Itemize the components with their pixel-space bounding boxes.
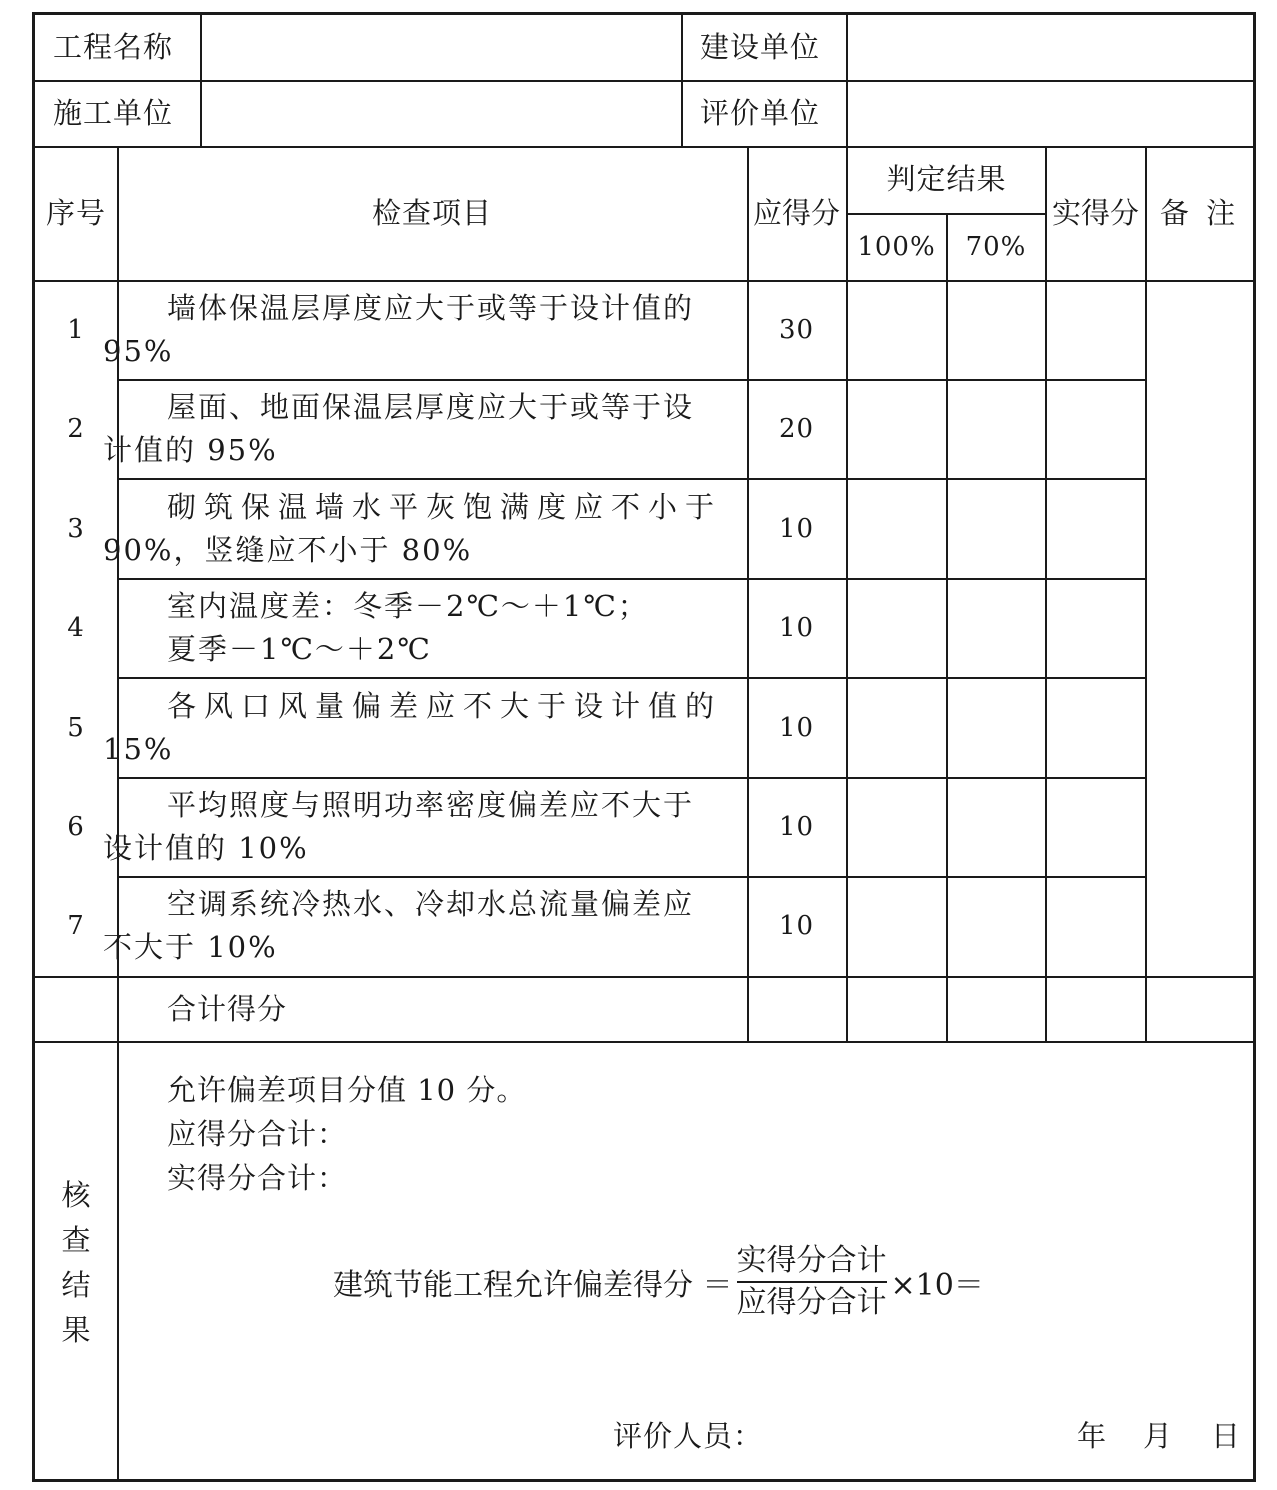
row-seq: 1 [67, 315, 85, 345]
row-score: 10 [778, 514, 815, 544]
formula-fraction [737, 1241, 887, 1323]
result-label: 核 查 结 果 [61, 1178, 91, 1347]
evaluator-person-label: 评价人员： [613, 1419, 764, 1453]
score-formula [333, 1241, 984, 1323]
row-score: 10 [778, 713, 815, 743]
formula-denominator: 应得分合计 [736, 1285, 887, 1320]
formula-numerator: 实得分合计 [737, 1241, 887, 1283]
formula-suffix: ×10＝ [890, 1268, 984, 1303]
row-score: 10 [778, 911, 815, 941]
rule-r1 [117, 379, 1145, 381]
row-seq: 4 [67, 613, 85, 643]
row-score: 10 [778, 812, 815, 842]
col-actual: 实得分 [1051, 196, 1139, 230]
result-line-3: 实得分合计： [167, 1161, 348, 1195]
col-item: 检查项目 [371, 196, 492, 230]
row-score: 20 [778, 414, 815, 444]
row-seq: 2 [67, 414, 85, 444]
rule-h3 [35, 280, 1253, 282]
rule-r2 [117, 478, 1145, 480]
rule-v-header2 [681, 15, 683, 147]
rule-v-header1 [200, 15, 202, 147]
rule-total [35, 1041, 1253, 1043]
date-year: 年 [1077, 1419, 1108, 1453]
total-label: 合计得分 [167, 992, 288, 1026]
row-seq: 5 [67, 713, 85, 743]
row-item-text: 屋面、地面保温层厚度应大于或等于设 计值的 95% [103, 390, 695, 467]
row-item-text: 空调系统冷热水、冷却水总流量偏差应 不大于 10% [103, 887, 695, 964]
rule-v-p70 [1045, 146, 1047, 1042]
project-name-label: 工程名称 [53, 30, 174, 64]
rule-r3 [117, 578, 1145, 580]
row-item-text: 墙体保温层厚度应大于或等于设计值的 95% [103, 291, 695, 368]
col-judgement: 判定结果 [886, 162, 1007, 196]
rule-h1 [35, 80, 1253, 82]
date-month: 月 [1143, 1419, 1174, 1453]
row-item-text: 砌筑保温墙水平灰饱满度应不小于 90%，竖缝应不小于 80% [103, 490, 723, 567]
row-seq: 3 [67, 514, 85, 544]
row-seq: 6 [67, 812, 85, 842]
rule-h2 [35, 146, 1253, 148]
formula-prefix: 建筑节能工程允许偏差得分 ＝ [333, 1268, 733, 1303]
rule-r7 [35, 976, 1253, 978]
builder-label: 建设单位 [700, 30, 821, 64]
contractor-label: 施工单位 [53, 96, 174, 130]
row-score: 10 [778, 613, 815, 643]
row-seq: 7 [67, 911, 85, 941]
evaluation-form [32, 12, 1256, 1482]
row-score: 30 [778, 315, 815, 345]
col-70-percent: 70% [965, 232, 1027, 262]
rule-r5 [117, 777, 1145, 779]
col-due: 应得分 [752, 196, 840, 230]
row-item-text: 平均照度与照明功率密度偏差应不大于 设计值的 10% [103, 788, 695, 865]
row-item-text: 室内温度差：冬季－2℃～＋1℃； 夏季－1℃～＋2℃ [167, 589, 649, 666]
col-seq: 序号 [45, 196, 106, 230]
result-line-1: 允许偏差项目分值 10 分。 [167, 1073, 527, 1107]
rule-v-actual [1145, 146, 1147, 1042]
row-item-text: 各风口风量偏差应不大于设计值的 15% [103, 689, 723, 766]
col-100-percent: 100% [857, 232, 936, 262]
rule-r6 [117, 876, 1145, 878]
result-line-2: 应得分合计： [167, 1117, 348, 1151]
rule-r4 [117, 677, 1145, 679]
evaluator-label: 评价单位 [700, 96, 821, 130]
date-day: 日 [1211, 1419, 1242, 1453]
col-remark: 备 注 [1159, 196, 1240, 230]
rule-v-p100 [946, 213, 948, 1042]
